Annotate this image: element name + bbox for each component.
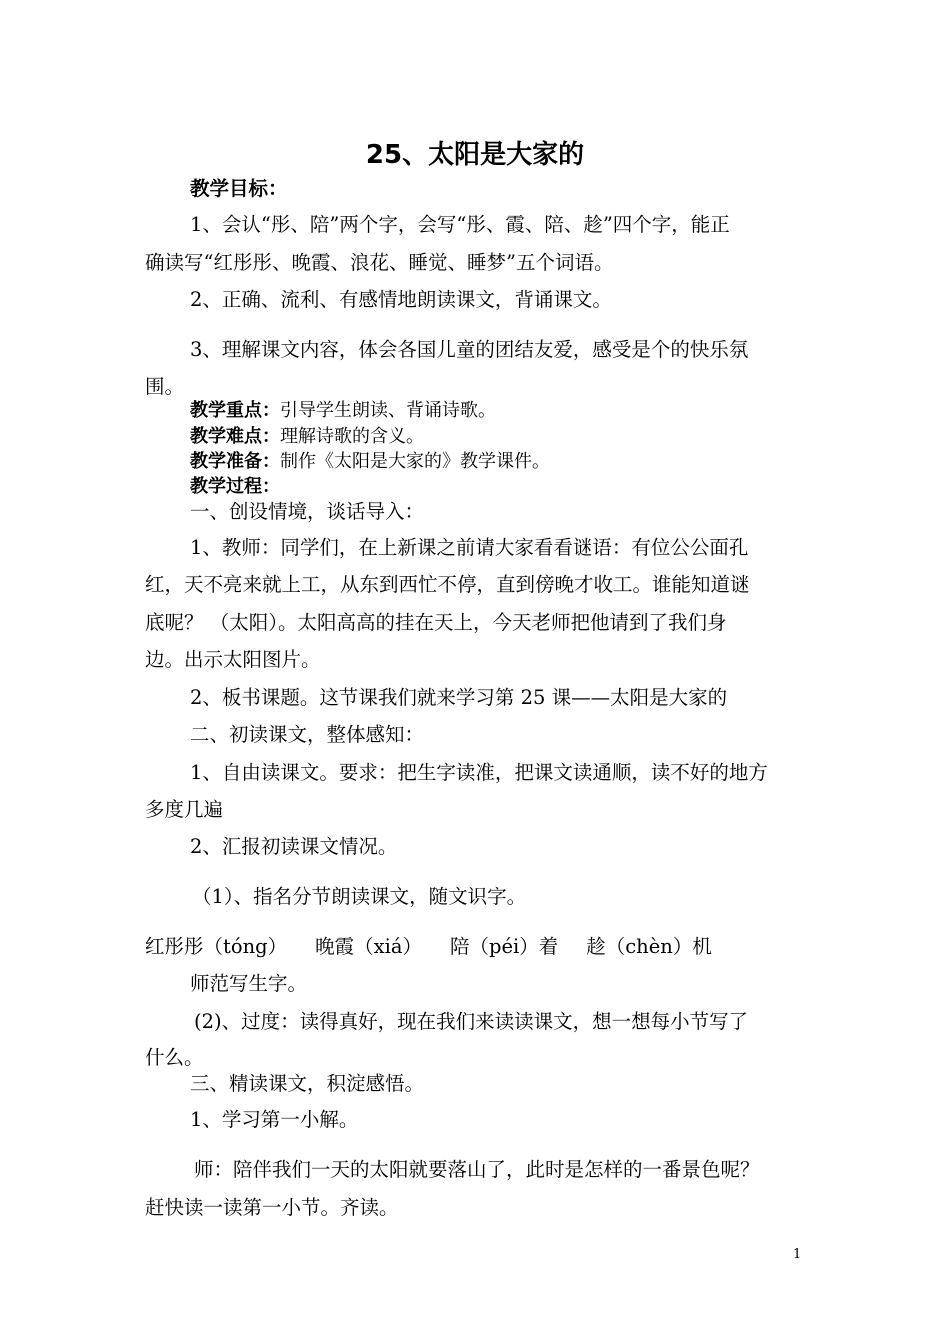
document-title: 25、太阳是大家的 (365, 140, 585, 170)
s2-write: 师范写生字。 (190, 972, 308, 995)
s1-item1-line4: 边。出示太阳图片。 (145, 648, 321, 671)
s2-item1-line2: 多度几遍 (145, 798, 224, 821)
section-3-heading: 三、精读课文，积淀感悟。 (190, 1072, 425, 1095)
pinyin-word-3: 陪（péi）着 (450, 935, 559, 958)
s1-item2: 2、板书课题。这节课我们就来学习第 25 课——太阳是大家的 (190, 686, 728, 709)
pinyin-row (145, 934, 712, 960)
pinyin-word-4: 趁（chèn）机 (586, 935, 712, 958)
key-point-text: 引导学生朗读、背诵诗歌。 (280, 400, 496, 421)
s2-item2: 2、汇报初读课文情况。 (190, 835, 398, 858)
s1-item1-line3: 底呢？ （太阳）。太阳高高的挂在天上，今天老师把他请到了我们身 (145, 611, 727, 634)
preparation (190, 450, 550, 474)
key-point (190, 399, 496, 423)
section-1-heading: 一、创设情境，谈话导入： (190, 500, 425, 523)
goal-1-line-1: 1、会认“彤、陪”两个字，会写“彤、霞、陪、趁”四个字，能正 (190, 213, 730, 236)
preparation-label: 教学准备： (190, 451, 280, 472)
goal-1-line-2: 确读写“红彤彤、晚霞、浪花、睡觉、睡梦”五个词语。 (145, 251, 614, 274)
s3-item1: 1、学习第一小解。 (190, 1108, 359, 1131)
s3-teacher-line2: 赶快读一读第一小节。齐读。 (145, 1196, 399, 1219)
goal-3-line-2: 围。 (145, 375, 185, 398)
key-point-label: 教学重点： (190, 400, 280, 421)
s2-sub2-line2: 什么。 (145, 1046, 204, 1069)
difficulty-point (190, 425, 424, 449)
page-number: 1 (793, 1247, 802, 1262)
s2-sub1: （1）、指名分节朗读课文，随文识字。 (192, 885, 527, 908)
s1-item1-line1: 1、教师：同学们，在上新课之前请大家看看谜语：有位公公面孔 (190, 536, 749, 559)
goal-3-line-1: 3、理解课文内容，体会各国儿童的团结友爱，感受是个的快乐氛 (190, 338, 749, 361)
process-label: 教学过程： (190, 476, 280, 497)
s3-teacher-line1: 师：陪伴我们一天的太阳就要落山了，此时是怎样的一番景色呢？ (194, 1158, 760, 1181)
goal-2: 2、正确、流利、有感情地朗读课文，背诵课文。 (190, 288, 612, 311)
goals-heading: 教学目标： (190, 177, 288, 200)
s1-item1-line2: 红，天不亮来就上工，从东到西忙不停，直到傍晚才收工。谁能知道谜 (145, 573, 750, 596)
s2-item1-line1: 1、自由读课文。要求：把生字读准，把课文读通顺，读不好的地方 (190, 761, 768, 784)
preparation-text: 制作《太阳是大家的》教学课件。 (280, 451, 550, 472)
pinyin-word-2: 晚霞（xiá） (315, 935, 422, 958)
difficulty-text: 理解诗歌的含义。 (280, 426, 424, 447)
s2-sub2-line1: (2)、过度：读得真好，现在我们来读读课文，想一想每小节写了 (194, 1010, 749, 1033)
difficulty-label: 教学难点： (190, 426, 280, 447)
pinyin-word-1: 红彤彤（tóng） (145, 935, 288, 958)
section-2-heading: 二、初读课文，整体感知： (190, 723, 425, 746)
